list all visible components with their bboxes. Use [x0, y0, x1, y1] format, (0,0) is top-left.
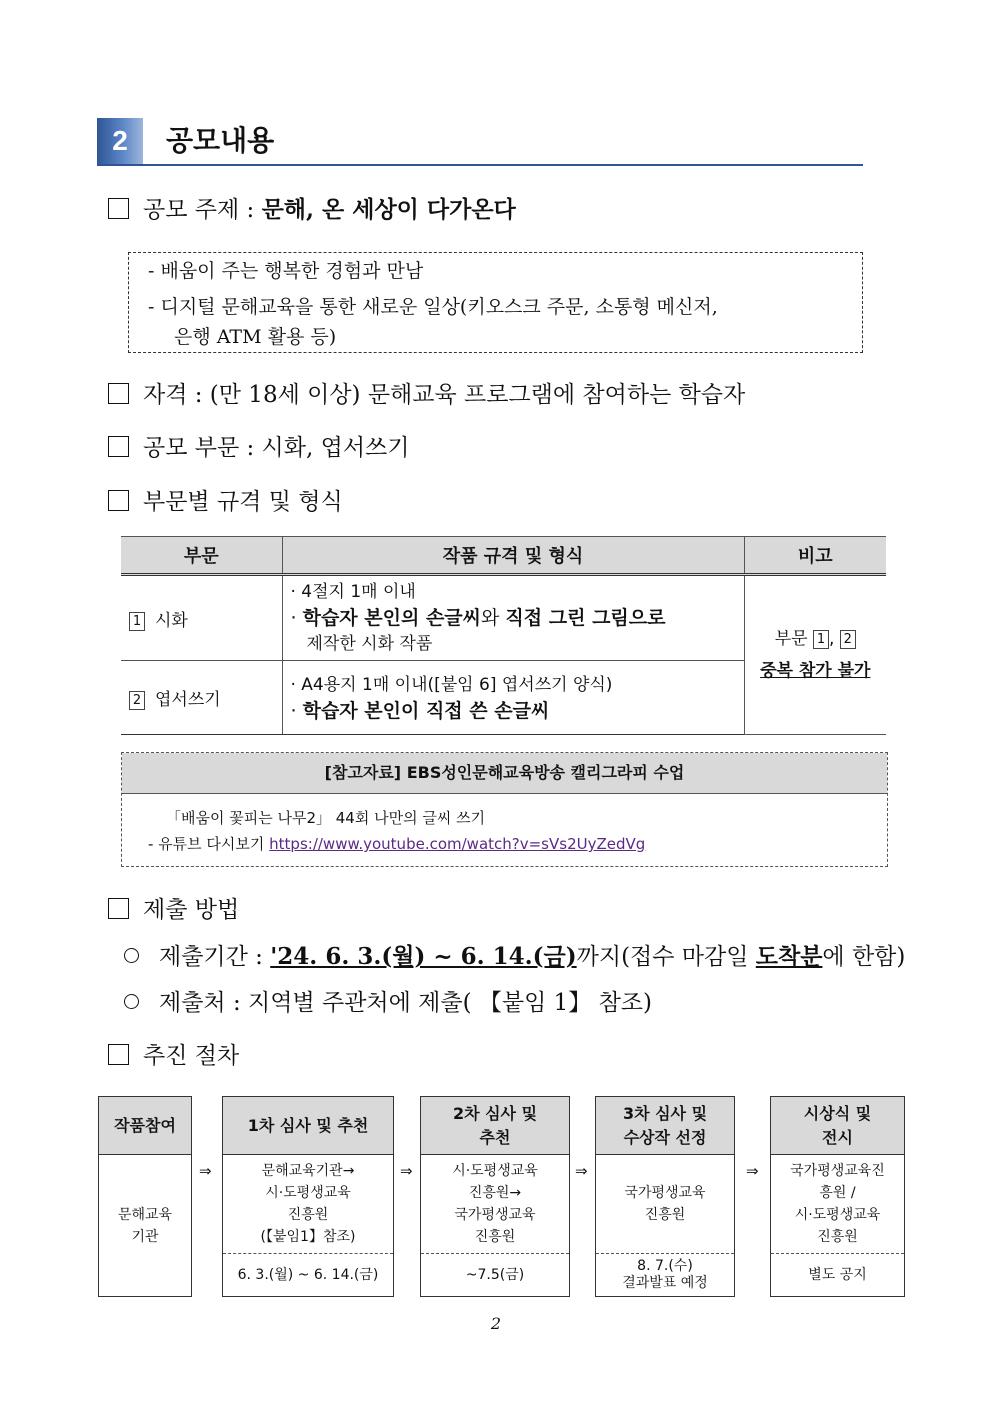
- procedure-heading: 추진 절차: [143, 1043, 240, 1069]
- period-text: 에 한함): [822, 944, 906, 970]
- circle-bullet-icon: [124, 948, 139, 963]
- flow-step-body: 문해교육 기관: [117, 1206, 173, 1245]
- spec-line: · A4용지 1매 이내([붙임 6] 엽서쓰기 양식): [290, 674, 613, 695]
- categories-text: 공모 부문 : 시화, 엽서쓰기: [143, 435, 410, 461]
- spec-emphasis: 학습자 본인의 손글씨: [302, 607, 482, 629]
- arrow-right-icon: ⇒: [746, 1162, 759, 1180]
- flow-step-date: 6. 3.(월) ~ 6. 14.(금): [223, 1253, 393, 1296]
- period-text: 까지(접수 마감일: [576, 944, 756, 970]
- youtube-link[interactable]: https://www.youtube.com/watch?v=sVs2UyZedVg: [269, 835, 646, 853]
- flow-step-date: 별도 공지: [771, 1253, 904, 1296]
- row-spec: [282, 575, 744, 661]
- reference-text: - 유튜브 다시보기: [148, 835, 270, 853]
- note-sep: ,: [828, 629, 840, 649]
- flow-step-date: ~7.5(금): [421, 1253, 569, 1296]
- checkbox-square-icon: [108, 436, 129, 457]
- reference-box: [121, 752, 888, 867]
- row-number: 2: [129, 691, 145, 710]
- flow-step-5: [770, 1096, 905, 1297]
- submission-heading-item: [108, 894, 239, 926]
- note-emphasis: 중복 참가 불가: [760, 661, 871, 681]
- period-label: 제출기간 :: [159, 944, 271, 970]
- checkbox-square-icon: [108, 1044, 129, 1065]
- spec-table: [121, 536, 886, 735]
- theme-value: 문해, 온 세상이 다가온다: [261, 196, 516, 223]
- arrow-right-icon: ⇒: [199, 1162, 212, 1180]
- checkbox-square-icon: [108, 490, 129, 511]
- reference-line: 「배움이 꽃피는 나무2」 44회 나만의 글씨 쓰기: [166, 809, 486, 827]
- theme-detail-2: - 디지털 문해교육을 통한 새로운 일상(키오스크 주문, 소통형 메신저,: [148, 296, 718, 318]
- arrow-right-icon: ⇒: [575, 1162, 588, 1180]
- row-category: [121, 575, 282, 661]
- spec-heading-item: [108, 486, 343, 518]
- bullet-dot: ·: [290, 607, 303, 629]
- row-number: 1: [129, 612, 145, 631]
- flow-step-4: [595, 1096, 735, 1297]
- section-number: 2: [97, 118, 143, 164]
- section-title: 공모내용: [166, 124, 275, 157]
- eligibility-text: 자격 : (만 18세 이상) 문해교육 프로그램에 참여하는 학습자: [143, 382, 746, 408]
- flow-step-title: 작품참여: [99, 1097, 191, 1155]
- period-value: '24. 6. 3.(월) ~ 6. 14.(금): [270, 943, 577, 970]
- theme-details-box: [128, 252, 863, 353]
- note-number: 1: [813, 630, 829, 649]
- bullet-dot: ·: [290, 699, 303, 722]
- submission-period: [124, 941, 905, 973]
- spec-line: · 4절지 1매 이내: [290, 582, 416, 602]
- spec-emphasis: 직접 그린 그림으로: [505, 607, 666, 629]
- row-spec: [282, 661, 744, 735]
- table-row: [121, 575, 886, 661]
- row-note: [744, 575, 886, 735]
- flow-step-2: [222, 1096, 394, 1297]
- checkbox-square-icon: [108, 383, 129, 404]
- flow-step-date: 8. 7.(수) 결과발표 예정: [596, 1253, 734, 1296]
- flow-step-body: 국가평생교육 진흥원: [624, 1185, 706, 1223]
- flow-step-title: 1차 심사 및 추천: [223, 1097, 393, 1155]
- row-category-name: 시화: [155, 610, 188, 631]
- table-header-spec: 작품 규격 및 형식: [282, 537, 744, 575]
- categories-item: [108, 432, 409, 464]
- period-emphasis: 도착분: [755, 943, 823, 970]
- flow-step-body: 문해교육기관→ 시·도평생교육 진흥원 (【붙임1】참조): [260, 1163, 356, 1245]
- reference-title: [참고자료] EBS성인문해교육방송 캘리그라피 수업: [122, 753, 887, 794]
- note-number: 2: [840, 630, 856, 649]
- spec-emphasis: 학습자 본인이 직접 쓴 손글씨: [302, 699, 550, 722]
- eligibility-item: [108, 379, 745, 411]
- theme-label: 공모 주제 :: [143, 197, 262, 223]
- flow-step-3: [420, 1096, 570, 1297]
- row-category-name: 엽서쓰기: [155, 690, 221, 710]
- theme-detail-3: 은행 ATM 활용 등): [174, 326, 337, 348]
- flow-step-1: [98, 1096, 192, 1297]
- theme-item: [108, 194, 516, 226]
- checkbox-square-icon: [108, 198, 129, 219]
- checkbox-square-icon: [108, 898, 129, 919]
- spec-line: [291, 605, 743, 631]
- spec-heading: 부문별 규격 및 형식: [143, 489, 343, 515]
- flow-step-title: 3차 심사 및 수상작 선정: [596, 1097, 734, 1155]
- flow-step-body: 시·도평생교육 진흥원→ 국가평생교육 진흥원: [452, 1163, 538, 1245]
- flow-step-title: 2차 심사 및 추천: [421, 1097, 569, 1155]
- submission-heading: 제출 방법: [143, 897, 240, 923]
- section-divider: [97, 164, 863, 166]
- table-header-note: 비고: [744, 537, 886, 575]
- arrow-right-icon: ⇒: [400, 1162, 413, 1180]
- page-number: 2: [490, 1314, 502, 1333]
- flow-step-body: 국가평생교육진 흥원 / 시·도평생교육 진흥원: [790, 1163, 885, 1245]
- procedure-heading-item: [108, 1040, 239, 1072]
- table-header-category: 부문: [121, 537, 282, 575]
- spec-line: 제작한 시화 작품: [306, 634, 433, 654]
- place-text: 제출처 : 지역별 주관처에 제출( 【붙임 1】 참조): [159, 990, 652, 1016]
- flow-step-title: 시상식 및 전시: [771, 1097, 904, 1155]
- circle-bullet-icon: [124, 994, 139, 1009]
- spec-text: 와: [481, 607, 506, 629]
- row-category: [121, 661, 282, 735]
- note-line: [746, 623, 886, 655]
- reference-line: [122, 831, 887, 857]
- note-text: 부문: [774, 629, 813, 649]
- spec-line: [291, 698, 743, 724]
- submission-place: [124, 987, 652, 1019]
- theme-detail-1: - 배움이 주는 행복한 경험과 만남: [148, 260, 424, 282]
